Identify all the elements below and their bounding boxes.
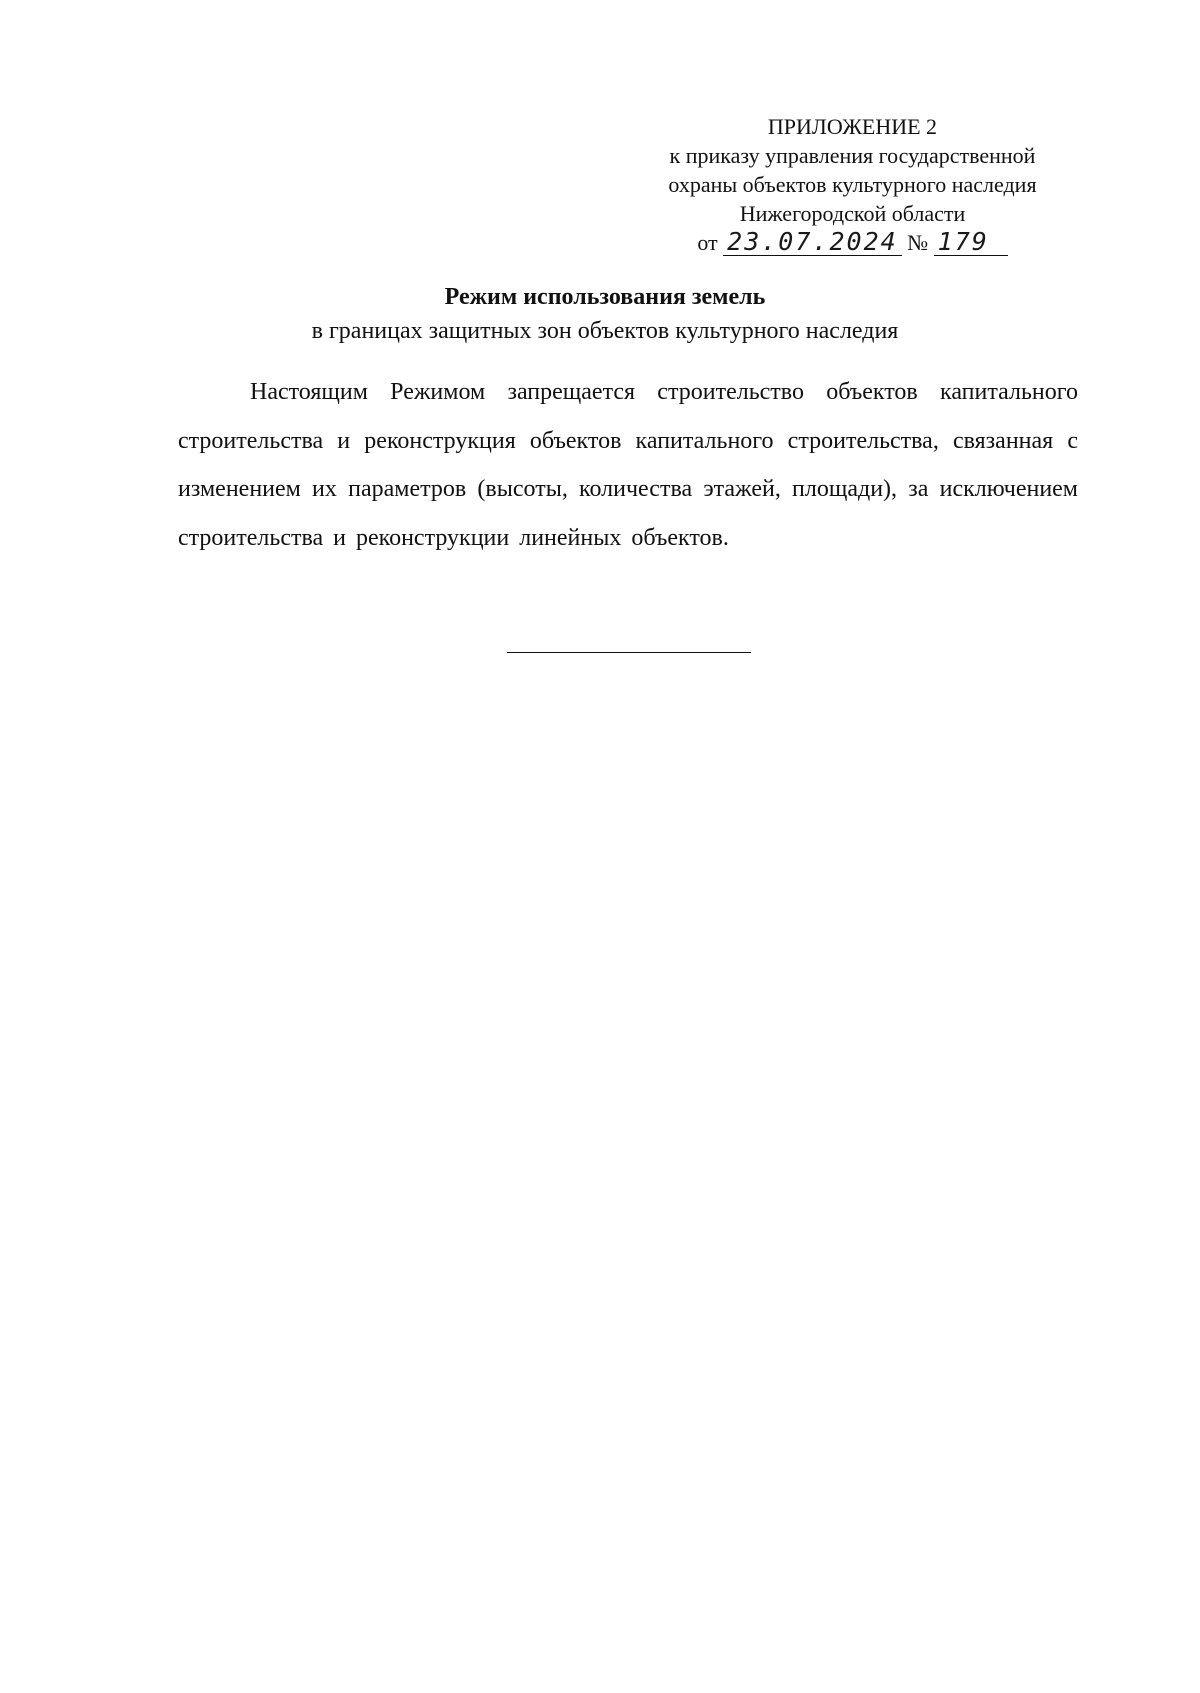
- appendix-title: ПРИЛОЖЕНИЕ 2: [767, 114, 938, 139]
- date-prefix: от: [697, 230, 718, 255]
- appendix-line-region: Нижегородской области: [739, 201, 966, 226]
- handwritten-date: 23.07.2024: [723, 229, 902, 256]
- body-paragraph: Настоящим Режимом запрещается строительство объектов капитального строительства и реконструкция объектов капитального строительства, связанная с изменением их параметров (высоты, количества этажей, площади), за исключением строительства и реконструкции линейных объектов.: [178, 379, 1078, 551]
- closing-divider: [507, 652, 751, 653]
- appendix-header: [640, 112, 1065, 257]
- number-sign: №: [907, 230, 929, 255]
- appendix-line-order: к приказу управления государственной: [669, 143, 1036, 168]
- appendix-date-line: [640, 228, 1065, 257]
- heading-subtitle: в границах защитных зон объектов культурного наследия: [311, 318, 899, 344]
- handwritten-number: 179: [934, 229, 1008, 256]
- appendix-line-protection: охраны объектов культурного наследия: [668, 172, 1037, 197]
- document-heading: [160, 280, 1050, 348]
- heading-title: Режим использования земель: [444, 284, 766, 310]
